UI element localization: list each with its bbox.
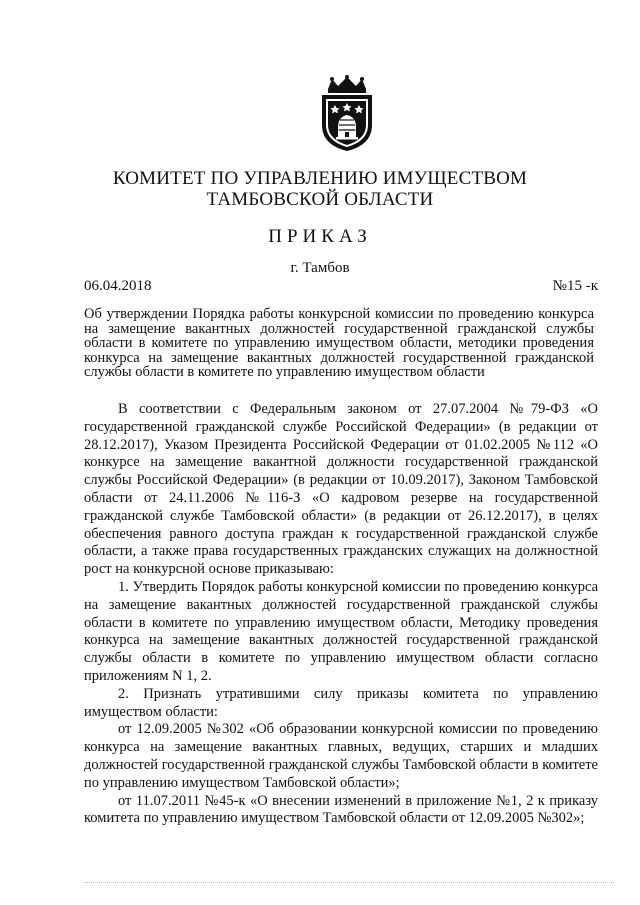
body-paragraph-repealed-order-1: от 12.09.2005 №302 «Об образовании конкурсной комиссии по проведению конкурса на замещение вакантных главных, ведущих, старших и младших должностей государственной гражданской службы Тамбовской области в комитете по управлению имуществом Тамбовской области»; xyxy=(84,721,598,791)
document-date: 06.04.2018 xyxy=(84,278,152,294)
body-paragraph-item-1: 1. Утвердить Порядок работы конкурсной комиссии по проведению конкурса на замещение вакантных должностей государственной гражданской службы области в комитете по управлению имуществом области, Методику проведения конкурса на замещение вакантных должностей государственной гражданской службы области в комитете по управлению имуществом области согласно приложениям N 1, 2. xyxy=(84,578,598,684)
document-city: г. Тамбов xyxy=(290,260,350,276)
document-number: №15 -к xyxy=(552,278,598,294)
body-paragraph-repealed-order-2: от 11.07.2011 №45-к «О внесении изменений в приложение №1, 2 к приказу комитета по управлению имуществом Тамбовской области от 12.09.2005 №302»; xyxy=(84,792,598,827)
page-divider xyxy=(84,882,614,883)
organization-name-line2: ТАМБОВСКОЙ ОБЛАСТИ xyxy=(206,189,434,210)
body-paragraph-preamble: В соответствии с Федеральным законом от 27.07.2004 №79-ФЗ «О государственной гражданской службе Российской Федерации» (в редакции от 28.12.2017), Указом Президента Российской Федерации от 01.02.2005 №112 «О конкурсе на замещение вакантной должности государственной гражданской службы Российской Федерации» (в редакции от 10.09.2017), Законом Тамбовской области от 24.11.2006 №116-З «О кадровом резерве на государственной гражданской службе Тамбовской области» (в редакции от 26.12.2017), в целях обеспечения равного доступа граждан к государственной гражданской службе области, а также права государственных гражданских служащих на должностной рост на конкурсной основе приказываю: xyxy=(84,401,598,578)
document-type-title: ПРИКАЗ xyxy=(268,226,372,247)
tambov-coat-of-arms-icon xyxy=(318,75,376,153)
document-subject: Об утверждении Порядка работы конкурсной комиссии по проведению конкурса на замещение вакантных должностей государственной гражданской службы области в комитете по управлению имуществом области, методики проведения конкурса на замещение вакантных должностей государственной гражданской службы области в комитете по управлению имуществом области xyxy=(84,306,594,380)
document-body xyxy=(84,401,598,828)
body-paragraph-item-2: 2. Признать утратившими силу приказы комитета по управлению имуществом области: xyxy=(84,685,598,720)
organization-name-line1: КОМИТЕТ ПО УПРАВЛЕНИЮ ИМУЩЕСТВОМ xyxy=(112,168,528,189)
